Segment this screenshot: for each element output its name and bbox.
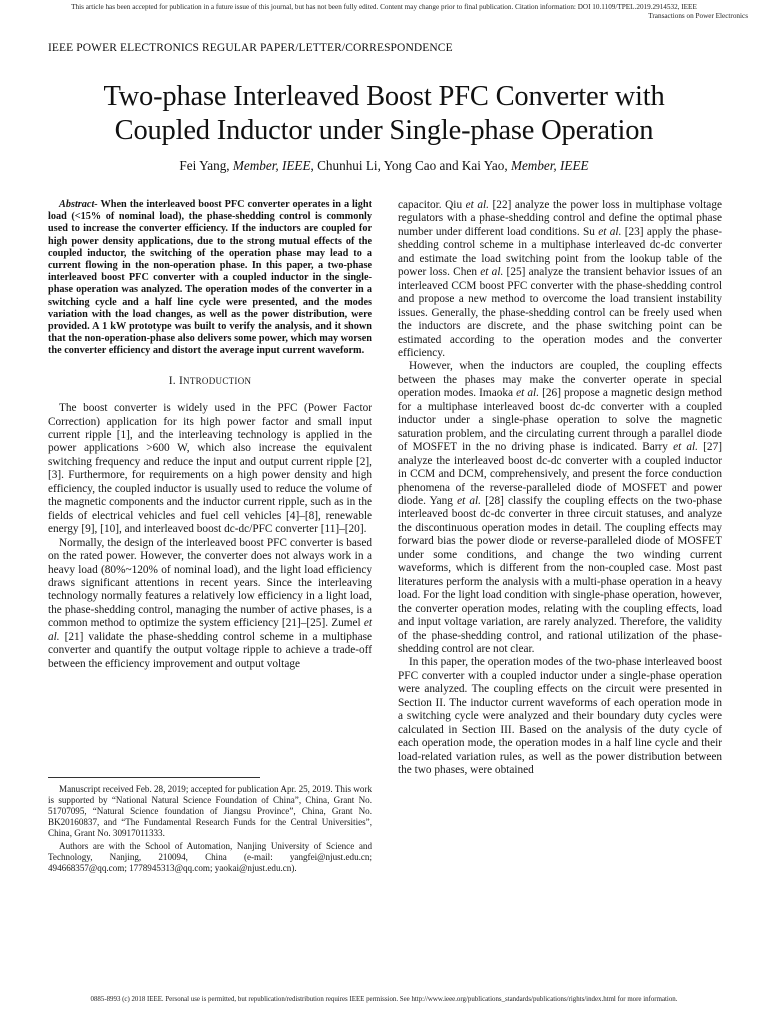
author-role: Member, IEEE bbox=[232, 158, 311, 173]
copyright-notice: 0885-8993 (c) 2018 IEEE. Personal use is permitted, but republication/redistribution requires IEEE permission. See http://www.ieee.org/publications_standards/publications/rights/index.html for more information. bbox=[90, 996, 678, 1003]
paragraph-text: [28] classify the coupling effects on the two-phase interleaved boost dc-dc converter in three circuit statuses, and analyze the discontinuous operation modes in detail. The coupling effects may forward bias the power diode or reverse-paralleled diode of MOSFET under some conditions, and change the two winding current waveforms, which is different from the non-coupled case. Most past literatures perform the analysis with a multi-phase operation in a heavy load. For the light load condition with single-phase operation, however, the converter operation modes, relating with the coupling effects, load and input voltage variation, are rarely analyzed. Therefore, the validity of the phase-shedding control, and rational utilization of the phase-shedding control are not clear. bbox=[398, 494, 722, 655]
paragraph-text: Normally, the design of the interleaved boost PFC converter is based on the rated power. However, the converter does not always work in a heavy load (80%~120% of nominal load), and the light load efficiency draws significant attentions in recent years. Since the interleaving technology normally features a relatively low efficiency in a light load, the phase-shedding control, managing the number of active phases, is a common method to optimize the system efficiency [21]–[25]. Zumel bbox=[48, 536, 372, 630]
footnotes bbox=[48, 784, 372, 874]
paragraph-text: capacitor. Qiu bbox=[398, 199, 466, 211]
abstract-label: Abstract- bbox=[59, 199, 98, 210]
paper-title bbox=[40, 80, 728, 148]
footnote-divider bbox=[48, 777, 260, 778]
author-name: Fei Yang, bbox=[179, 158, 233, 173]
paragraph-text: [26] propose a magnetic design method for a multiphase interleaved boost dc-dc converter with a coupled inductor under a single-phase operation to solve the magnetic saturation problem, and the circulating current through a parallel diode of MOSFET in the no driving phase is indicated. Barry bbox=[398, 387, 723, 454]
et-al: et al. bbox=[673, 441, 698, 454]
abstract bbox=[48, 199, 372, 358]
prepublication-notice bbox=[0, 3, 768, 21]
et-al: et al. bbox=[465, 199, 489, 211]
author-list bbox=[40, 158, 728, 174]
paragraph-text: [21] validate the phase-shedding control scheme in a multiphase converter and quantify the output voltage ripple to achieve a trade-off between the efficiency improvement and output voltage bbox=[48, 630, 372, 670]
section-initial: I bbox=[178, 373, 184, 387]
footnote-manuscript: Manuscript received Feb. 28, 2019; accepted for publication Apr. 25, 2019. This work is supported by “National Natural Science Foundation of China”, China, Grant No. 51707095, “Natural Science foundation of Jiangsu Province”, China, Grant No. BK20160837, and “The Fundamental Research Funds for the Central Universities”, China, Grant No. 30917011333. bbox=[48, 784, 372, 838]
right-paragraph-2 bbox=[398, 360, 722, 656]
et-al: et al. bbox=[457, 494, 481, 507]
paper-title-line2: Coupled Inductor under Single-phase Operation bbox=[114, 115, 654, 146]
right-paragraph-3: In this paper, the operation modes of the two-phase interleaved boost PFC converter with a coupled inductor under a single-phase operation were analyzed. The coupling effects on the circuit were presented in Section II. The inductor current waveforms of each operation mode in a switching cycle were analyzed and their boundary duty cycles were calculated in Section III. Based on the analysis of the duty cycle of each operation mode, the operation modes in a half line cycle and their load-related variation rules, as well as the power distribution between the two phases, were obtained bbox=[398, 656, 722, 777]
continued-paragraph bbox=[398, 199, 722, 360]
et-al: et al. bbox=[516, 387, 540, 400]
left-column bbox=[48, 199, 372, 671]
et-al: et al. bbox=[598, 225, 622, 238]
footnote-affiliation: Authors are with the School of Automation, Nanjing University of Science and Technology, Nanjing, 210094, China (e-mail: yangfei@njust.edu.cn; 494668357@qq.com; 1778945313@qq.com; yaokai@njust.edu.cn). bbox=[48, 840, 372, 873]
section-number: I. bbox=[168, 373, 179, 387]
paragraph-text: [25] analyze the transient behavior issues of an interleaved CCM boost PFC converter with the phase-shedding control and propose a new method to overcome the load transient instability issues. Generally, the phase-shedding control can be freely used when the inductors are discrete, and the phase switching point can be estimated according to the operation modes and the converter efficiency. bbox=[398, 266, 722, 359]
section-title-rest: NTRODUCTION bbox=[183, 375, 252, 386]
paragraph-text: However, when the inductors are coupled, the coupling effects between the phases may make the converter operate in special operation modes. Imaoka bbox=[398, 360, 722, 400]
section-heading-introduction bbox=[48, 374, 372, 388]
right-column bbox=[398, 199, 722, 777]
journal-header: IEEE POWER ELECTRONICS REGULAR PAPER/LETTER/CORRESPONDENCE bbox=[48, 42, 453, 54]
intro-paragraph-2 bbox=[48, 537, 372, 672]
abstract-text: When the interleaved boost PFC converter operates in a light load (<15% of nominal load), the phase-shedding control is commonly used to increase the converter efficiency. If the inductors are coupled for high power density applications, due to the strong mutual effects of the coupled inductor, the switching of the operation phase may lead to a current flowing in the non-operation phase. In this paper, a two-phase interleaved boost PFC converter with a coupled inductor in the single-phase operation was analyzed. The operation modes of the converter in a switching cycle and a half line cycle were presented, and the modes variation with the load changes, as well as the power distribution, were provided. A 1 kW prototype was built to verify the analysis, and it shown that the non-operation-phase also delivers some power, which may worsen the converter efficiency and distort the average input current waveform. bbox=[48, 199, 372, 357]
paragraph-text: [23] apply the phase-shedding control scheme in a multiphase interleaved dc-dc converter and estimate the load switching point from the lookup table of the power loss. Chen bbox=[398, 225, 722, 279]
paragraph-text: [22] analyze the power loss in multiphase voltage regulators with a phase-shedding control and define the optimal phase number under different load conditions. Su bbox=[398, 199, 722, 238]
prepublication-notice-line1: This article has been accepted for publication in a future issue of this journal, but has not been fully edited. Content may change prior to final publication. Citation information: DOI 10.1109/TPEL.2019.2914532, IEEE bbox=[71, 3, 697, 11]
paper-title-line1: Two-phase Interleaved Boost PFC Converter with bbox=[103, 81, 665, 112]
et-al: et al. bbox=[480, 266, 504, 279]
prepublication-notice-line2: Transactions on Power Electronics bbox=[648, 12, 748, 20]
paragraph-text: [27] analyze the interleaved boost dc-dc converter with a coupled inductor in CCM and DCM, comprehensively, and present the force conduction phenomena of the reverse-paralleled diode of MOSFET and power diode. Yang bbox=[398, 441, 722, 507]
intro-paragraph-1: The boost converter is widely used in the PFC (Power Factor Correction) application for its high power factor and small input current ripple [1], and the interleaving technology is applied in the power applications >600 W, which also increase the equivalent switching frequency and reduce the input and output current ripple [2], [3]. Furthermore, for requirements on a high power density and high efficiency, the coupled inductor is usually used to reduce the volume of the magnetic components and the inductor current ripple, such as in the fields of electrical vehicles and fuel cell vehicles [4]–[8], renewable energy [9], [10], and interleaved boost dc-dc/PFC converter [11]–[20]. bbox=[48, 402, 372, 536]
author-names: , Chunhui Li, Yong Cao and Kai Yao, bbox=[310, 158, 511, 173]
et-al: et al. bbox=[48, 617, 372, 643]
author-role: Member, IEEE bbox=[510, 158, 589, 173]
